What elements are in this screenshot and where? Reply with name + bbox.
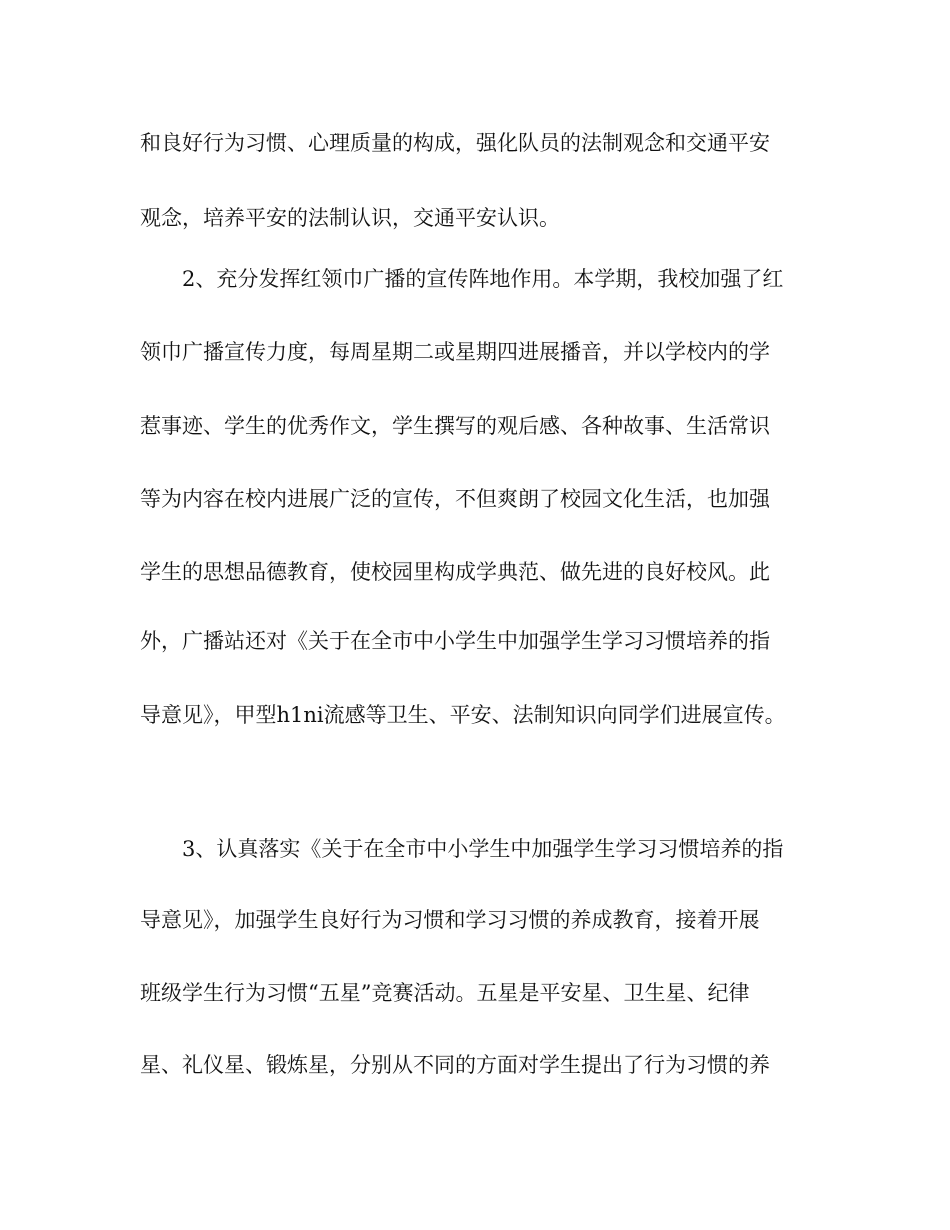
text-line-9: 导意见》，甲型h1ni流感等卫生、平安、法制知识向同学们进展宣传。 — [140, 703, 786, 727]
paragraph-2-line-1: 2、充分发挥红领巾广播的宣传阵地作用。本学期，我校加强了红 — [182, 267, 784, 291]
text-line-7: 学生的思想品德教育，使校园里构成学典范、做先进的良好校风。此 — [140, 560, 770, 584]
text-line-6: 等为内容在校内进展广泛的宣传，不但爽朗了校园文化生活，也加强 — [140, 487, 770, 511]
text-line-5: 惹事迹、学生的优秀作文，学生撰写的观后感、各种故事、生活常识 — [140, 414, 770, 438]
text-line-13: 星、礼仪星、锻炼星，分别从不同的方面对学生提出了行为习惯的养 — [140, 1053, 770, 1077]
text-line-11: 导意见》，加强学生良好行为习惯和学习习惯的养成教育，接着开展 — [140, 908, 760, 932]
text-line-2: 观念，培养平安的法制认识，交通平安认识。 — [140, 206, 560, 230]
paragraph-3-line-1: 3、认真落实《关于在全市中小学生中加强学生学习习惯培养的指 — [182, 837, 784, 861]
text-line-4: 领巾广播宣传力度，每周星期二或星期四进展播音，并以学校内的学 — [140, 340, 770, 364]
text-line-12: 班级学生行为习惯“五星”竞赛活动。五星是平安星、卫生星、纪律 — [140, 981, 750, 1005]
text-line-1: 和良好行为习惯、心理质量的构成，强化队员的法制观念和交通平安 — [140, 131, 770, 155]
text-line-8: 外，广播站还对《关于在全市中小学生中加强学生学习习惯培养的指 — [140, 629, 770, 653]
